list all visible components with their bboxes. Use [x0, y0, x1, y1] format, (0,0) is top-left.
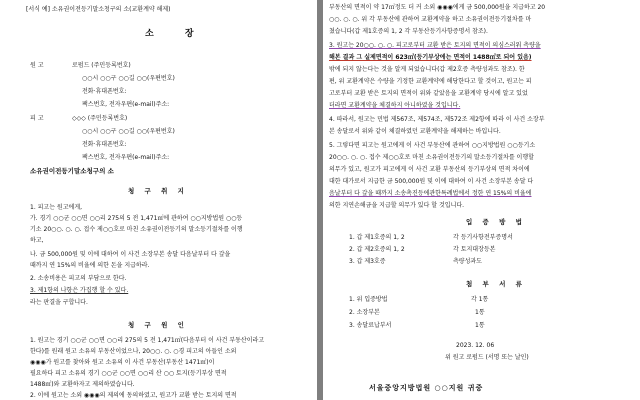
defendant-role: 피 고 [30, 115, 44, 122]
paragraph-line: 대한 대가로서 지급한 금 500,000원 및 이에 대하여 이 사건 소장부본 송달 다 [329, 178, 534, 185]
paragraph-line: 밖에 되지 않는다는 것을 알게 되었습니다(갑 제2호증 측량성과도 참조). 한 [329, 66, 525, 73]
filing-date: 2023. 12. 06 [456, 342, 495, 349]
paragraph-line: 의무가 있고, 원고가 피고에게 이 사건 교환 부동산의 등기부상의 면적 차이에 [329, 166, 530, 173]
plaintiff-address: ○○시 ○○구 ○○길 ○○(우편번호) [82, 75, 175, 82]
claim-line: 라는 판결을 구합니다. [30, 299, 88, 306]
court-name: 서울중앙지방법원 ○○지원 귀중 [369, 384, 484, 392]
attachment-count: 1통 [475, 309, 485, 316]
claim-heading: 청 구 취 지 [128, 187, 188, 195]
claim-line: 나. 금 500,000원 및 이에 대하여 이 사건 소장부본 송달 다음날부터 다 갚을 [30, 251, 231, 258]
evidence-item: 3. 갑 제3호증 [349, 258, 386, 265]
document-page-right [323, 0, 640, 400]
plaintiff-name: 로펌드 (주민등록번호) [72, 62, 131, 69]
evidence-desc: 각 토지대장등본 [453, 246, 496, 253]
cause-line: ◉◉◉가 원고를 찾아와 원고 소유의 이 사건 부동산(부동산 1471㎡)이 [30, 359, 215, 366]
attachment-count: 1통 [475, 322, 485, 329]
paragraph-line: 편, 위 교환계약은 수량을 기정한 교환계약에 해당한다고 할 것이고, 원고는 피 [329, 78, 532, 85]
cause-line: 1488㎡)와 교환하자고 제의하였습니다. [30, 381, 135, 388]
cause-line: 필요하다 피고 소유의 경기 ○○군 ○○면 ○○리 산 ○○ 토지(등기부상 면적 [30, 370, 227, 377]
defendant-phone: 전화·휴대폰번호: [82, 141, 127, 148]
plaintiff-role: 원 고 [30, 62, 44, 69]
paragraph-line: 해본 결과 그 실제면적이 623㎡(등기부상에는 면적이 1488㎡로 되어 있음) [329, 54, 532, 61]
cause-heading: 청 구 원 인 [128, 321, 188, 329]
paragraph-line: 음날부터 다 갚을 때까지 소송촉진등에관한특례법에서 정한 연 15%의 비율에 [329, 190, 532, 197]
defendant-fax-email: 팩스번호, 전자우편(e-mail)주소: [82, 154, 170, 161]
attachments-heading: 첨 부 서 류 [466, 280, 526, 288]
case-name: 소유권이전등기말소청구의 소 [30, 167, 114, 175]
cause-line: 2. 이에 원고는 소외 ◉◉◉의 제의에 동의하였고, 원고가 교환 받는 토지의 면적 [30, 392, 237, 399]
evidence-item: 2. 갑 제2호증의 1, 2 [349, 246, 405, 253]
signer-line: 위 원고 로펌드 (서명 또는 날인) [445, 354, 529, 361]
document-title: 소 장 [145, 29, 208, 39]
evidence-desc: 측량성과도 [453, 258, 482, 265]
form-label: [서식 예] 소유권이전등기말소청구의 소(교환계약 해제) [26, 6, 171, 13]
paragraph-line: 더라면 교환계약을 체결하지 아니하였을 것입니다. [329, 102, 461, 109]
defendant-address: ○○시 ○○구 ○○길 ○○(우편번호) [82, 128, 175, 135]
paragraph-line: 부동산의 면적이 약 17㎡정도 더 커 소외 ◉◉◉에게 금 500,000원을 지급하고 20 [329, 4, 546, 11]
attachment-item: 2. 소장부본 [349, 309, 380, 316]
paragraph-line: 4. 따라서, 원고는 민법 제567조, 제574조, 제572조 제2항에 따라 이 사건 소장부 [329, 116, 545, 123]
paragraph-line: 고로부터 교환 받은 토지의 면적이 위와 같았음을 교환계약 당시에 알고 있었 [329, 90, 528, 97]
evidence-desc: 각 등기사항전부증명서 [453, 234, 513, 241]
claim-line: 기소 20○○. ○. ○. 접수 제○○호로 마친 소유권이전등기의 말소등기절차를 이행 [30, 226, 243, 233]
cause-line: 한다)를 원래 원고 소유의 부동산이었으나, 20○○. ○. ○경 피고의 아들인 소외 [30, 348, 237, 355]
claim-line: 가. 경기 ○○군 ○○면 ○○리 275의 5 전 1,471㎡에 관하여 ○○지방법원 ○○등 [30, 215, 243, 222]
paragraph-line: 쳤습니다(갑 제1호증의 1, 2 각 부동산등기사항증명서 참조). [329, 28, 488, 35]
evidence-item: 1. 갑 제1호증의 1, 2 [349, 234, 405, 241]
cause-line: 1. 원고는 경기 ○○군 ○○면 ○○리 275의 5 전 1,471㎡(다음부터 이 사건 부동산이라고 [30, 337, 265, 344]
defendant-name: ◇◇◇ (주민등록번호) [72, 115, 128, 122]
paragraph-line: 본 송달로서 위와 같이 체결하였던 교환계약을 해제하는 바입니다. [329, 128, 501, 135]
claim-line: 2. 소송비용은 피고의 부담으로 한다. [30, 275, 127, 282]
attachment-item: 1. 위 입증방법 [349, 296, 388, 303]
claim-line: 때까지 연 15%의 비율에 의한 돈을 지급하라. [30, 262, 150, 269]
plaintiff-fax-email: 팩스번호, 전자우편(e-mail)주소: [82, 101, 170, 108]
claim-line: 하고, [30, 237, 44, 244]
evidence-heading: 입 증 방 법 [466, 218, 526, 226]
paragraph-line: 3. 원고는 20○○. ○. ○. 피고로부터 교환 받은 토지의 면적이 의심스러워 측량을 [329, 42, 541, 49]
claim-line: 1. 피고는 원고에게, [30, 204, 83, 211]
paragraph-line: ○○. ○. ○. 위 각 부동산에 관하여 교환계약을 하고 소유권이전등기절차를 마 [329, 16, 532, 23]
paragraph-line: 5. 그렇다면 피고는 원고에게 이 사건 부동산에 관하여 ○○지방법원 ○○등기소 [329, 142, 536, 149]
document-page-left [0, 0, 317, 400]
claim-line: 3. 제1항의 나항은 가집행 할 수 있다. [30, 287, 129, 294]
paragraph-line: 의한 지연손해금을 지급할 의무가 있다 할 것입니다. [329, 202, 465, 209]
attachment-item: 3. 송달료납부서 [349, 322, 392, 329]
plaintiff-phone: 전화·휴대폰번호: [82, 88, 127, 95]
paragraph-line: 20○○. ○. ○. 접수 제○○호로 마친 소유권이전등기의 말소등기절차를 이행할 [329, 154, 534, 161]
attachment-count: 각 1통 [471, 296, 489, 303]
